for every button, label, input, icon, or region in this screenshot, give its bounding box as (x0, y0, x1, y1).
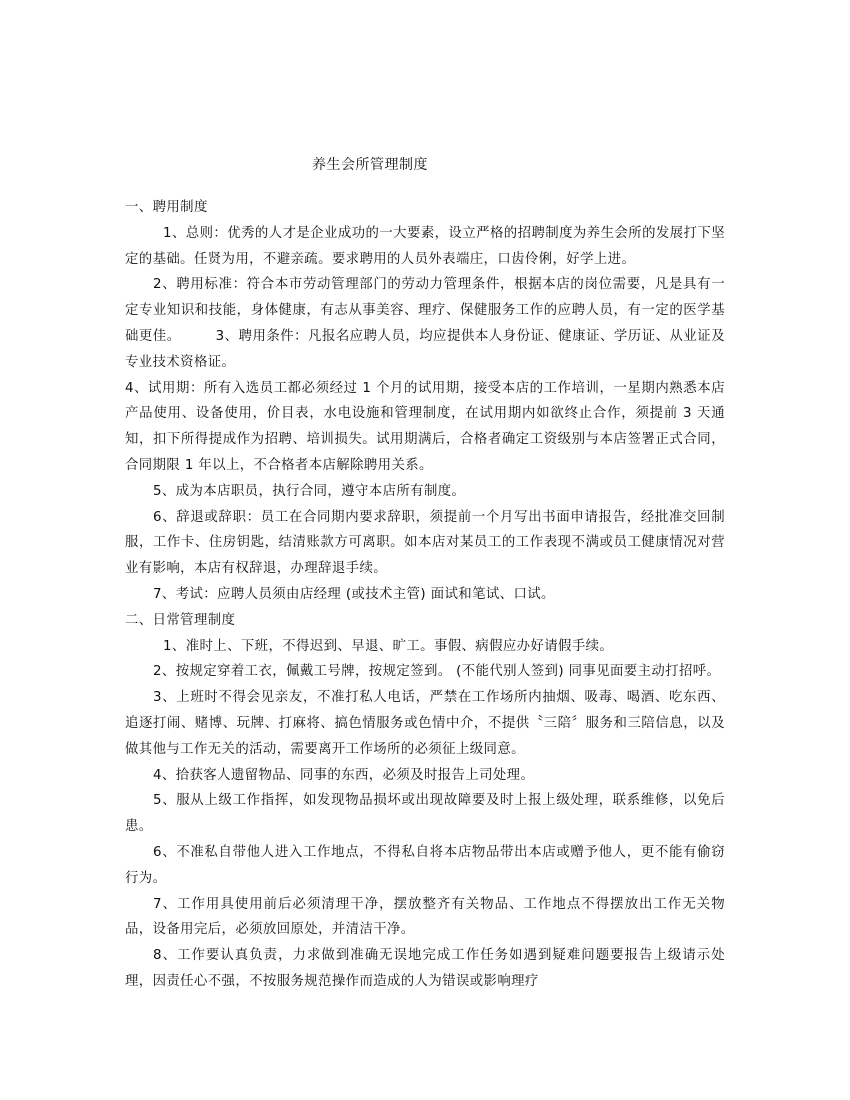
paragraph: 7、考试：应聘人员须由店经理 (或技术主管) 面试和笔试、口试。 (153, 586, 555, 602)
paragraph: 2、聘用标准：符合本市劳动管理部门的劳动力管理条件，根据本店的岗位需要，凡是具有一定专业知识和技能，身体健康，有志从事美容、理疗、保健服务工作的应聘人员，有一定的医学基础更佳。 3、聘用条件：凡报名应聘人员，均应提供本人身份证、健康证、学历证、从业证及专业技术资格证。 (125, 277, 725, 370)
paragraph: 4、拾获客人遗留物品、同事的东西，必须及时报告上司处理。 (153, 767, 535, 783)
document-title: 养生会所管理制度 (312, 157, 428, 173)
paragraph: 7、工作用具使用前后必须清理干净，摆放整齐有关物品、工作地点不得摆放出工作无关物品，设备用完后，必须放回原处，并清洁干净。 (125, 896, 725, 938)
paragraph: 4、试用期：所有入选员工都必须经过 1 个月的试用期，接受本店的工作培训，一星期内熟悉本店产品使用、设备使用，价目表，水电设施和管理制度，在试用期内如欲终止合作，须提前 3 天通知，扣下所得提成作为招聘、培训损失。试用期满后，合格者确定工资级别与本店签署正式合同，合同期限 1 年以上，不合格者本店解除聘用关系。 (125, 380, 725, 473)
section-heading-daily-management: 二、日常管理制度 (125, 612, 236, 628)
paragraph: 5、服从上级工作指挥，如发现物品损坏或出现故障要及时上报上级处理，联系维修，以免后患。 (125, 793, 725, 835)
paragraph: 2、按规定穿着工衣，佩戴工号牌，按规定签到。 (不能代别人签到) 同事见面要主动打招呼。 (153, 664, 721, 680)
paragraph: 6、不准私自带他人进入工作地点，不得私自将本店物品带出本店或赠予他人，更不能有偷窃行为。 (125, 844, 725, 886)
paragraph: 1、准时上、下班，不得迟到、早退、旷工。事假、病假应办好请假手续。 (163, 638, 614, 654)
paragraph: 1、总则：优秀的人才是企业成功的一大要素，设立严格的招聘制度为养生会所的发展打下坚定的基础。任贤为用，不避亲疏。要求聘用的人员外表端庄，口齿伶俐，好学上进。 (125, 225, 725, 267)
document-body (125, 195, 725, 995)
paragraph: 6、辞退或辞职：员工在合同期内要求辞职，须提前一个月写出书面申请报告，经批准交回制服，工作卡、住房钥匙，结清账款方可离职。如本店对某员工的工作表现不满或员工健康情况对营业有影响，本店有权辞退，办理辞退手续。 (125, 509, 725, 577)
paragraph: 5、成为本店职员，执行合同，遵守本店所有制度。 (153, 483, 466, 499)
paragraph: 3、上班时不得会见亲友，不准打私人电话，严禁在工作场所内抽烟、吸毒、喝酒、吃东西、追逐打闹、赌博、玩牌、打麻将、搞色情服务或色情中介，不提供〝三陪〞服务和三陪信息，以及做其他与工作无关的活动，需要离开工作场所的必须征上级同意。 (125, 690, 725, 757)
section-heading-hiring: 一、聘用制度 (125, 200, 208, 215)
paragraph: 8、工作要认真负责，力求做到准确无误地完成工作任务如遇到疑难问题要报告上级请示处理，因责任心不强，不按服务规范操作而造成的人为错误或影响理疗 (125, 948, 725, 989)
